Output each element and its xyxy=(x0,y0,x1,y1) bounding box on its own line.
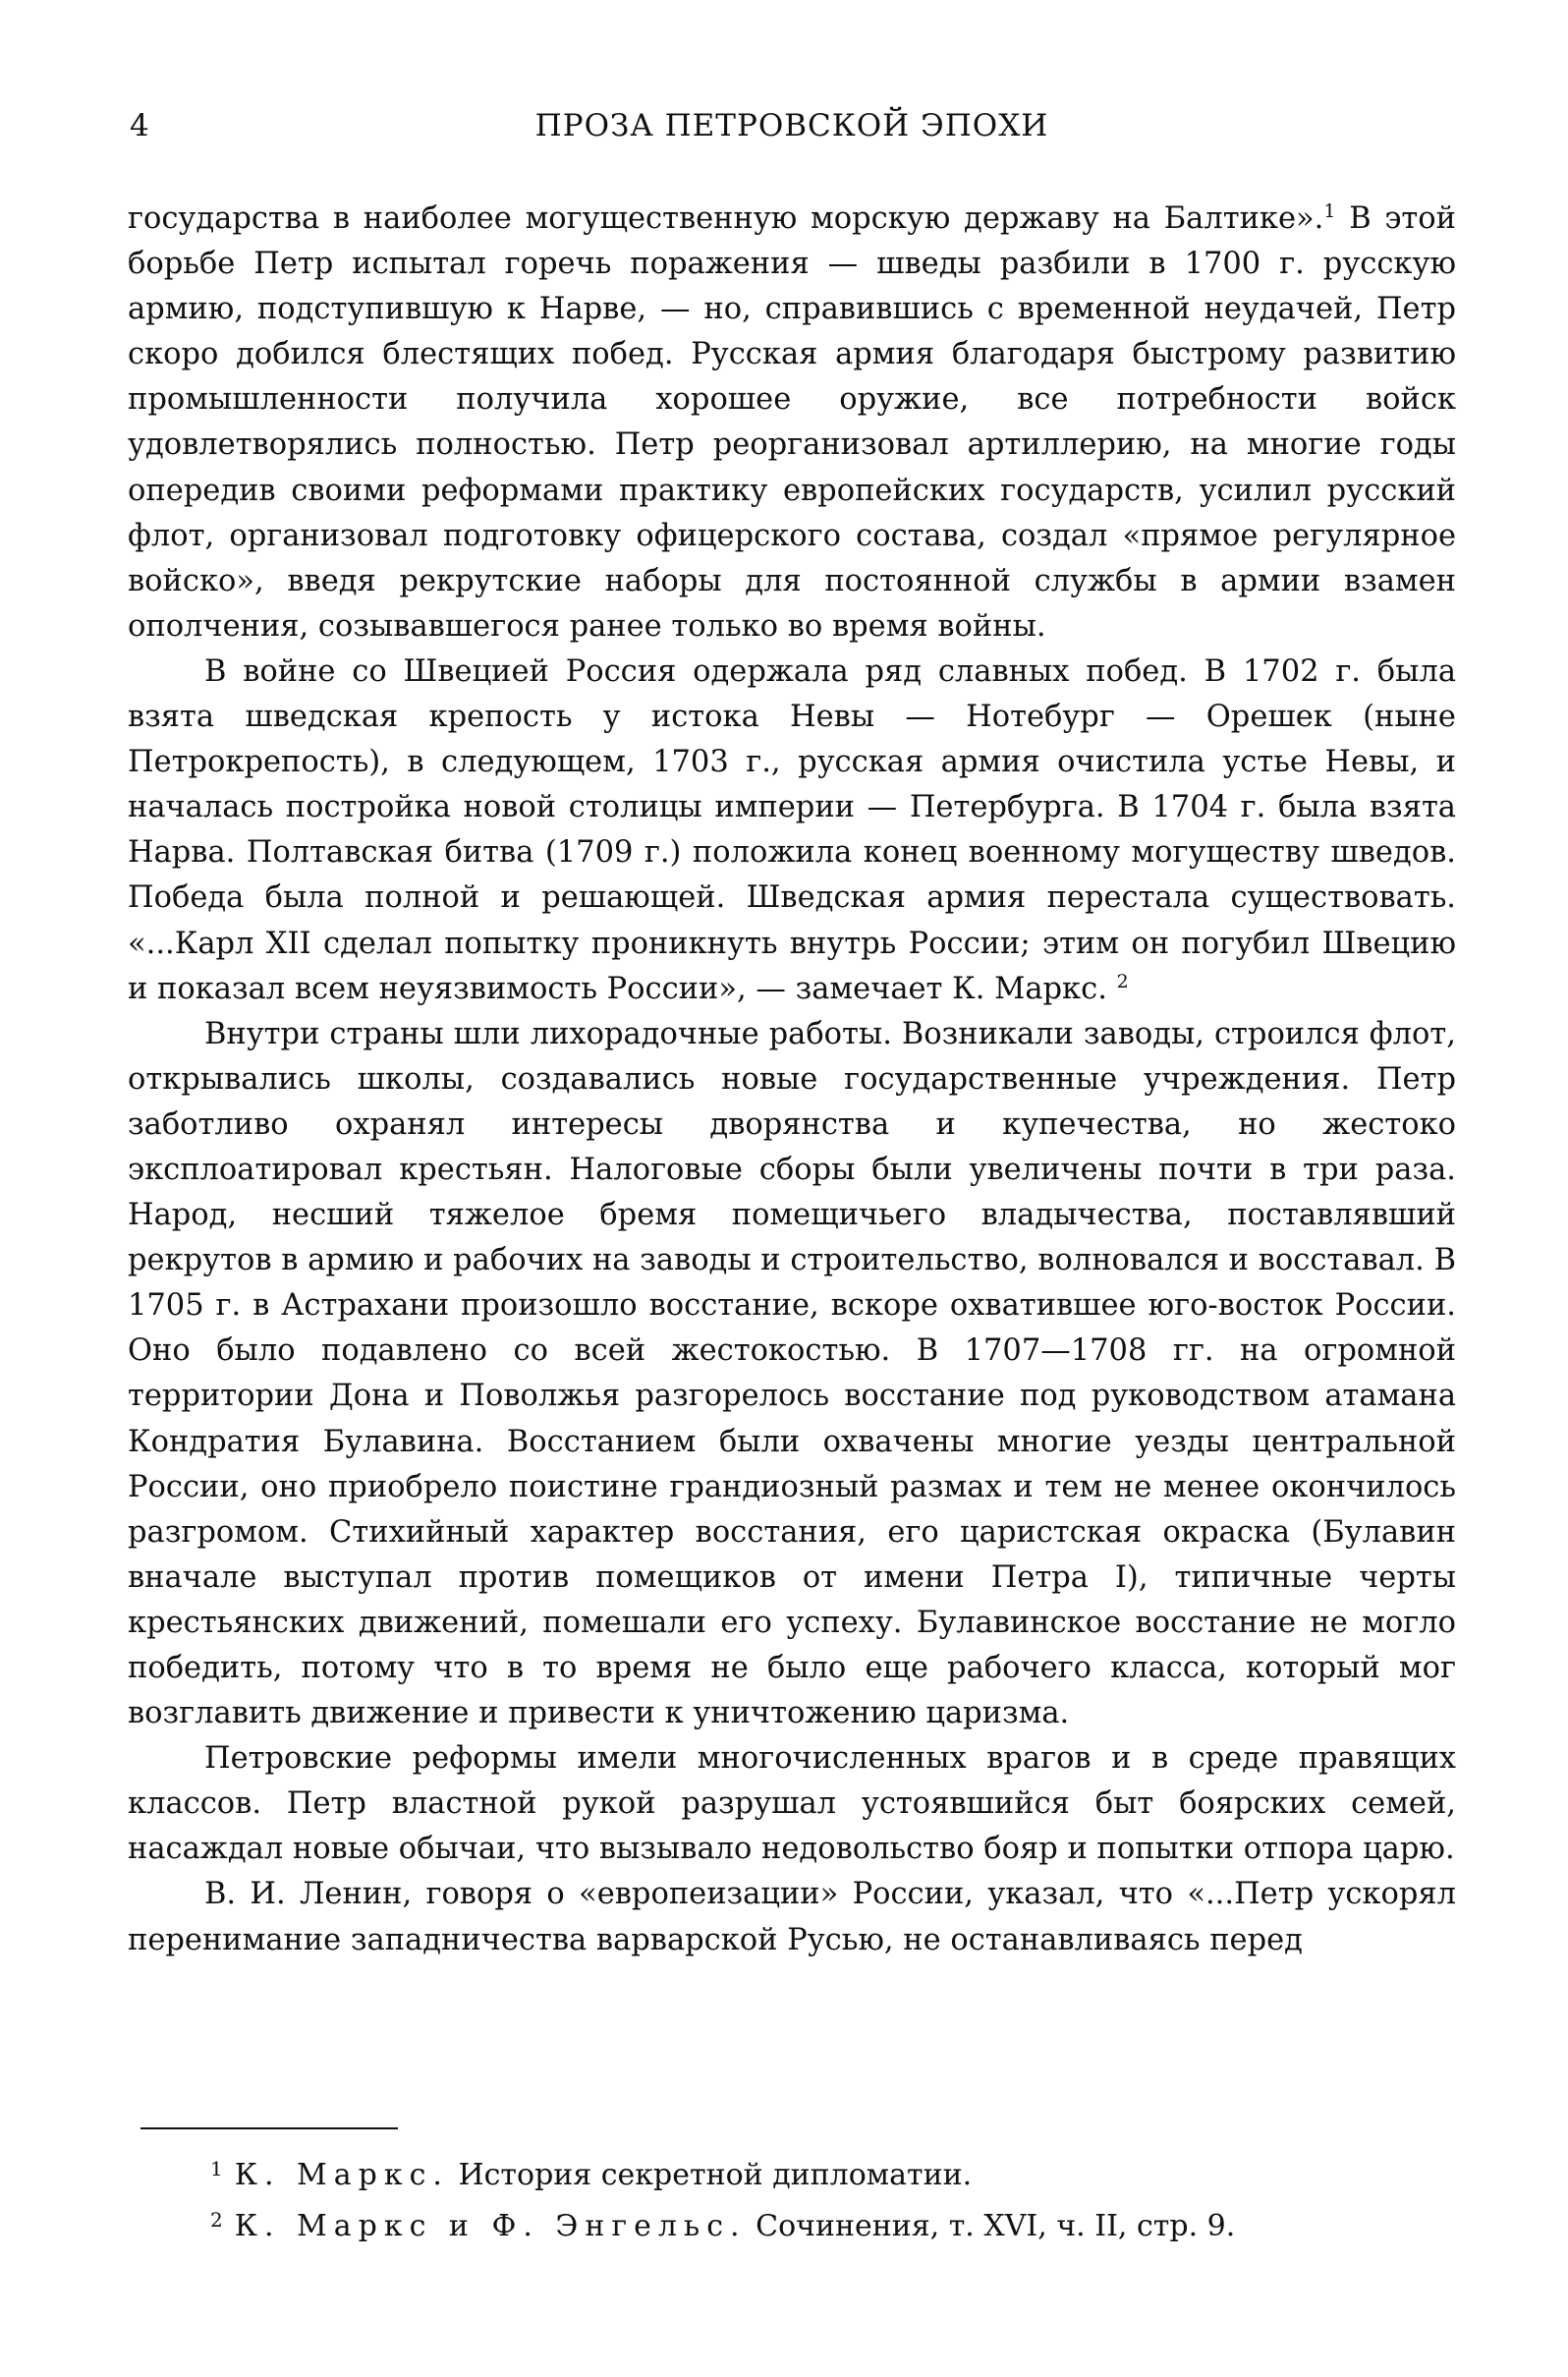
paragraph-text: В. И. Ленин, говоря о «европеизации» России, указал, что «...Петр ускорял перенимание западничества варварской Русью, не останавливаясь перед xyxy=(128,1877,1456,1957)
book-page xyxy=(128,108,1456,1963)
running-head xyxy=(128,108,1456,159)
footnote-text: История секретной дипломатии. xyxy=(458,2158,973,2192)
paragraph-2 xyxy=(128,650,1456,1012)
footnote-mark: 2 xyxy=(210,2208,223,2232)
footnote-2 xyxy=(210,2201,1487,2252)
paragraph-text: В войне со Швецией Россия одержала ряд славных побед. В 1702 г. была взята шведская крепость у истока Невы — Нотебург — Орешек (ныне Петрокрепость), в следующем, 1703 г., русская армия очистила устье Невы, и началась постройка новой столицы империи — Петербурга. В 1704 г. была взята Нарва. Полтавская битва (1709 г.) положила конец военному могуществу шведов. Победа была полной и решающей. Шведская армия перестала существовать. «...Карл XII сделал попытку проникнуть внутрь России; этим он погубил Швецию и показал всем неуязвимость России», — замечает К. Маркс. xyxy=(128,653,1456,1006)
footnotes xyxy=(210,2150,1487,2252)
footnote-reference[interactable]: 1 xyxy=(1323,200,1336,222)
footnote-separator xyxy=(140,2127,398,2129)
page-number: 4 xyxy=(130,108,150,143)
footnote-reference[interactable]: 2 xyxy=(1116,970,1129,992)
running-title: ПРОЗА ПЕТРОВСКОЙ ЭПОХИ xyxy=(534,108,1049,143)
paragraph-text: Петровские реформы имели многочисленных врагов и в среде правящих классов. Петр властной рукой разрушал устоявшийся быт боярских семей, насаждал новые обычаи, что вызывало недовольство бояр и попытки отпора царю. xyxy=(128,1741,1456,1867)
footnote-mark: 1 xyxy=(210,2157,223,2180)
footnote-author: К. Маркс. xyxy=(234,2158,449,2192)
paragraph-3 xyxy=(128,1012,1456,1737)
paragraph-1 xyxy=(128,197,1456,650)
paragraph-text: В этой борьбе Петр испытал горечь поражения — шведы разбили в 1700 г. русскую армию, подступившую к Нарве, — но, справившись с временной неудачей, Петр скоро добился блестящих побед. Русская армия благодаря быстрому развитию промышленности получила хорошее оружие, все потребности войск удовлетворялись полностью. Петр реорганизовал артиллерию, на многие годы опередив своими реформами практику европейских государств, усилил русский флот, организовал подготовку офицерского состава, создал «прямое регулярное войско», введя рекрутские наборы для постоянной службы в армии взамен ополчения, созывавшегося ранее только во время войны. xyxy=(128,201,1456,644)
footnote-text: Сочинения, т. XVI, ч. II, стр. 9. xyxy=(756,2209,1236,2243)
paragraph-5 xyxy=(128,1872,1456,1962)
paragraph-4 xyxy=(128,1736,1456,1872)
paragraph-text: Внутри страны шли лихорадочные работы. Возникали заводы, строился флот, открывались школы, создавались новые государственные учреждения. Петр заботливо охранял интересы дворянства и купечества, но жестоко эксплоатировал крестьян. Налоговые сборы были увеличены почти в три раза. Народ, несший тяжелое бремя помещичьего владычества, поставлявший рекрутов в армию и рабочих на заводы и строительство, волновался и восставал. В 1705 г. в Астрахани произошло восстание, вскоре охватившее юго-восток России. Оно было подавлено со всей жестокостью. В 1707—1708 гг. на огромной территории Дона и Поволжья разгорелось восстание под руководством атамана Кондратия Булавина. Восстанием были охвачены многие уезды центральной России, оно приобрело поистине грандиозный размах и тем не менее окончилось разгромом. Стихийный характер восстания, его царистская окраска (Булавин вначале выступал против помещиков от имени Петра I), типичные черты крестьянских движений, помешали его успеху. Булавинское восстание не могло победить, потому что в то время не было еще рабочего класса, который мог возглавить движение и привести к уничтожению царизма. xyxy=(128,1016,1456,1731)
body-text xyxy=(128,197,1456,1963)
footnote-author: К. Маркс и Ф. Энгельс. xyxy=(234,2209,747,2243)
footnote-1 xyxy=(210,2150,1487,2201)
paragraph-text: государства в наиболее могущественную морскую державу на Балтике». xyxy=(128,201,1324,236)
